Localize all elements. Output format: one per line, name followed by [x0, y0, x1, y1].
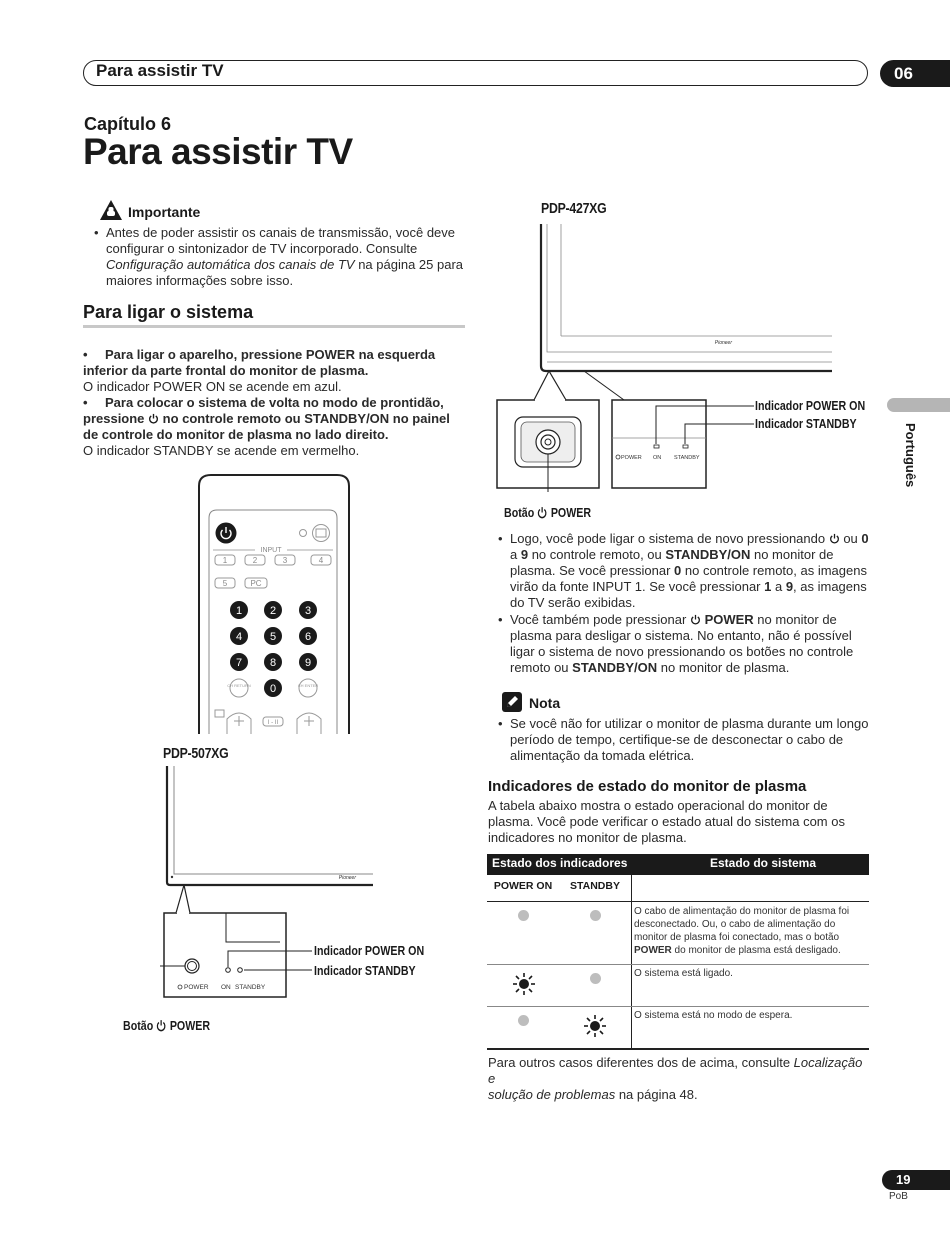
text-line — [510, 612, 875, 628]
power-button-label-left — [123, 1018, 210, 1033]
instruction-result: O indicador STANDBY se acende em vermelho. — [83, 443, 360, 458]
text-run: Logo, você pode ligar o sistema de novo pressionando — [510, 531, 829, 546]
text-line: do TV serão exibidas. — [510, 595, 636, 610]
bullet: • — [498, 612, 503, 627]
text-line — [510, 660, 875, 676]
remote-input-button-label: 2 — [252, 556, 258, 565]
language-label: Português — [903, 423, 918, 488]
table-subheader — [487, 875, 869, 902]
indicator-off-icon — [518, 910, 529, 921]
instruction-text: pressione — [83, 411, 149, 426]
table-cell: O sistema está ligado. — [634, 968, 733, 979]
indicator-lit-icon — [513, 973, 535, 995]
model-label-right: PDP-427XG — [541, 200, 607, 217]
panel-on-label: ON — [653, 455, 662, 461]
indicator-power-on-label-left: Indicador POWER ON — [314, 943, 425, 958]
power-button-label-right — [504, 505, 591, 520]
text-run: no controle remoto, ou — [528, 547, 666, 562]
bullet: • — [498, 531, 503, 546]
text-run: a — [510, 547, 521, 562]
text-run: remoto ou — [510, 660, 573, 675]
text-run: do monitor de plasma está desligado. — [671, 945, 841, 956]
plasma-monitor-diagram-left — [160, 766, 375, 1016]
text-line — [510, 563, 875, 579]
text-run: 0 — [674, 563, 682, 578]
panel-power-label: POWER — [621, 455, 642, 461]
table-cell — [559, 1007, 632, 1048]
note-pencil-icon — [502, 692, 522, 712]
instruction-line — [83, 411, 468, 427]
remote-ch-return-label: CH RETURN — [227, 683, 251, 688]
instruction-text: Para ligar o aparelho, pressione POWER na esquerda — [105, 347, 436, 362]
label-text: Botão — [123, 1018, 154, 1033]
instruction-line: inferior da parte frontal do monitor de plasma. — [83, 363, 369, 378]
note-text — [498, 716, 875, 764]
instruction-line — [83, 395, 468, 411]
important-label: Importante — [128, 204, 201, 220]
text-line: plasma para desligar o sistema. No entanto, não é possível — [510, 628, 852, 643]
remote-digit: 5 — [269, 631, 277, 643]
remote-mode-button-label: I - II — [267, 720, 279, 726]
header-title: Para assistir TV — [96, 61, 224, 80]
instruction-text: no controle remoto ou STANDBY/ON no painel — [159, 411, 450, 426]
text-run: , as imagens — [793, 579, 867, 594]
text-line: alimentação da tomada elétrica. — [510, 748, 695, 763]
instruction-line — [83, 347, 468, 363]
text-run: no monitor de — [750, 547, 834, 562]
bullet: • — [94, 225, 99, 240]
text-run: 9 — [520, 547, 529, 562]
indicator-power-on-label-right: Indicador POWER ON — [755, 398, 866, 413]
text-run: STANDBY/ON — [572, 660, 658, 675]
remote-digit: 7 — [235, 657, 243, 669]
text-run: no monitor de — [753, 612, 837, 627]
power-symbol-icon — [148, 413, 159, 424]
text-run: 9 — [785, 579, 794, 594]
text-line — [510, 579, 875, 595]
status-table — [487, 854, 869, 1050]
text-run: ou — [839, 531, 862, 546]
important-line — [106, 257, 466, 273]
section-rule — [83, 325, 465, 328]
remote-control — [195, 472, 353, 735]
text-line: ligar o sistema de novo pressionando os botões no controle — [510, 644, 854, 659]
chapter-number-tab: 06 — [880, 60, 950, 87]
plasma-monitor-diagram-right — [494, 224, 834, 492]
text-run: plasma. Se você pressionar — [510, 563, 675, 578]
indicator-off-icon — [518, 1015, 529, 1026]
table-cell — [559, 965, 632, 1006]
table-cell — [559, 902, 632, 964]
important-line: Antes de poder assistir os canais de transmissão, você deve — [106, 225, 456, 240]
text-line — [510, 531, 875, 547]
text-run: no controle remoto, as imagens — [681, 563, 867, 578]
table-subheader-cell — [632, 875, 869, 901]
important-line: maiores informações sobre isso. — [106, 273, 294, 288]
page-number: 19 — [882, 1170, 950, 1190]
text-line — [488, 1055, 873, 1087]
remote-digit: 8 — [269, 657, 277, 669]
text-line — [634, 944, 867, 957]
table-row — [487, 965, 869, 1007]
indicator-standby-label-right: Indicador STANDBY — [755, 416, 857, 431]
text-run: a — [771, 579, 786, 594]
text-run: Você também pode pressionar — [510, 612, 690, 627]
remote-power-icon — [216, 523, 237, 544]
power-instructions — [83, 347, 468, 459]
right-paragraphs — [498, 531, 875, 676]
text-run: STANDBY/ON — [665, 547, 751, 562]
text-line: A tabela abaixo mostra o estado operacional do monitor de — [488, 798, 828, 813]
remote-input-button-label: 5 — [222, 579, 228, 588]
important-text — [94, 225, 466, 289]
bullet: • — [83, 347, 88, 362]
label-text: Botão — [504, 505, 535, 520]
remote-digit: 6 — [304, 631, 312, 643]
text-line: desconectado. Ou, o cabo de alimentação do — [634, 919, 836, 930]
remote-input-button-label: 1 — [222, 556, 228, 565]
paragraph-turn-on — [498, 531, 875, 611]
chapter-label: Capítulo 6 — [84, 114, 172, 134]
label-text: POWER — [169, 1018, 211, 1033]
remote-input-button-label: 3 — [282, 556, 288, 565]
model-label-left: PDP-507XG — [163, 745, 229, 762]
important-line: configurar o sintonizador de TV incorporado. Consulte — [106, 241, 418, 256]
important-line-rest: na página 25 para — [354, 257, 464, 272]
remote-input-label: INPUT — [260, 547, 282, 554]
table-cell: O sistema está no modo de espera. — [634, 1010, 793, 1021]
page-code: PoB — [889, 1191, 908, 1202]
chapter-title: Para assistir TV — [83, 131, 353, 172]
important-link-text: Configuração automática dos canais de TV — [106, 257, 355, 272]
warning-icon — [99, 199, 123, 221]
section-intro — [488, 798, 873, 846]
text-line: plasma. Você pode verificar o estado atual do sistema com os — [488, 814, 845, 829]
indicator-standby-label-left: Indicador STANDBY — [314, 963, 416, 978]
remote-input-button-label: PC — [250, 579, 262, 588]
label-text: POWER — [550, 505, 592, 520]
remote-ch-enter-label: CH ENTER — [297, 683, 319, 688]
table-subheader-cell: POWER ON — [493, 880, 553, 892]
text-run: 1 — [764, 579, 772, 594]
text-line: período de tempo, certifique-se de desconectar o cabo de — [510, 732, 844, 747]
section-title-power: Para ligar o sistema — [83, 302, 254, 322]
instruction-text: Para colocar o sistema de volta no modo de prontidão, — [105, 395, 444, 410]
power-symbol-icon — [537, 506, 548, 519]
table-row — [487, 1007, 869, 1050]
instruction-line: de controle do monitor de plasma no lado direito. — [83, 427, 389, 442]
text-run: solução de problemas — [488, 1087, 616, 1102]
table-cell — [487, 965, 559, 1006]
panel-standby-label: STANDBY — [235, 984, 266, 991]
table-header-cell: Estado dos indicadores — [492, 856, 628, 870]
remote-input-button-label: 4 — [318, 556, 324, 565]
table-header — [487, 854, 869, 875]
text-run: na página 48. — [615, 1087, 698, 1102]
remote-digit: 1 — [235, 605, 243, 617]
text-line — [510, 547, 875, 563]
remote-digit: 4 — [235, 631, 243, 643]
footer-paragraph — [488, 1055, 873, 1103]
text-line: indicadores no monitor de plasma. — [488, 830, 687, 845]
text-run: POWER — [704, 612, 754, 627]
text-line: Se você não for utilizar o monitor de plasma durante um longo — [510, 716, 869, 731]
instruction-result: O indicador POWER ON se acende em azul. — [83, 379, 342, 394]
table-header-cell: Estado do sistema — [709, 856, 817, 870]
text-run: virão da fonte INPUT 1. Se você pressionar — [510, 579, 765, 594]
text-line: O cabo de alimentação do monitor de plasma foi — [634, 906, 850, 917]
text-line: monitor de plasma foi conectado, mas o botão — [634, 932, 840, 943]
remote-digit: 9 — [304, 657, 312, 669]
pioneer-logo: Pioneer — [714, 340, 732, 346]
table-cell — [487, 1007, 559, 1048]
bullet: • — [83, 395, 88, 410]
text-run: POWER — [634, 945, 672, 956]
power-symbol-icon — [156, 1019, 167, 1032]
indicator-lit-icon — [584, 1015, 606, 1037]
remote-digit: 3 — [304, 605, 312, 617]
panel-on-label: ON — [221, 984, 231, 991]
text-line — [488, 1087, 873, 1103]
text-run: Localização e — [488, 1055, 863, 1086]
text-run: Para outros casos diferentes dos de acima, consulte — [488, 1055, 794, 1070]
panel-power-label: POWER — [184, 984, 209, 991]
table-cell — [632, 902, 869, 964]
panel-standby-label: STANDBY — [674, 455, 700, 461]
indicator-off-icon — [590, 910, 601, 921]
pioneer-logo: Pioneer — [338, 875, 356, 881]
indicator-off-icon — [590, 973, 601, 984]
text-run: no monitor de plasma. — [657, 660, 790, 675]
text-run: 0 — [861, 531, 869, 546]
table-cell — [487, 902, 559, 964]
bullet: • — [498, 716, 503, 731]
section-title-indicators: Indicadores de estado do monitor de plasma — [488, 778, 807, 795]
table-subheader-cell: STANDBY — [559, 875, 632, 901]
remote-digit: 2 — [269, 605, 277, 617]
note-label: Nota — [529, 695, 561, 711]
power-symbol-icon — [829, 533, 840, 544]
remote-digit: 0 — [269, 683, 277, 695]
paragraph-turn-off — [498, 612, 875, 676]
power-symbol-icon — [690, 614, 701, 625]
language-tab — [887, 398, 950, 412]
table-row — [487, 902, 869, 965]
